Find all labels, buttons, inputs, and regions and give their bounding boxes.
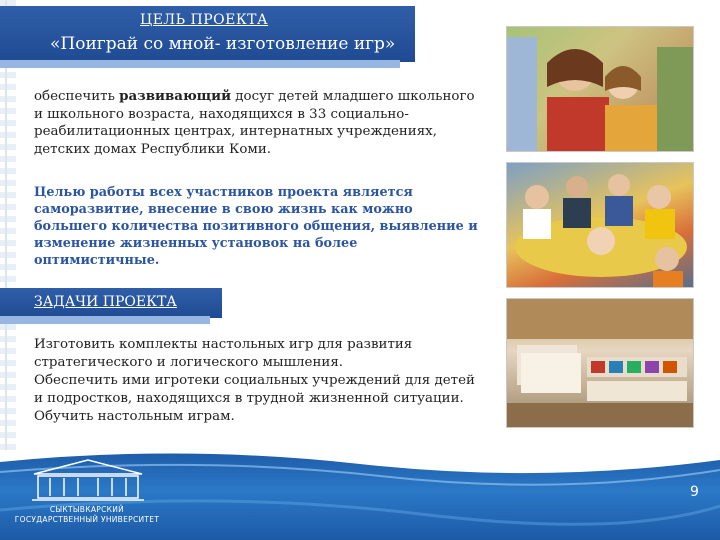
university-name <box>12 505 162 525</box>
tasks-banner <box>0 288 222 318</box>
tasks-paragraph <box>34 336 479 426</box>
university-name-line2: ГОСУДАРСТВЕННЫЙ УНИВЕРСИТЕТ <box>14 515 160 524</box>
photo-children-hug <box>506 26 694 152</box>
tasks-shadow-tab <box>0 316 210 324</box>
photo-children-hug-illustration <box>507 27 693 151</box>
photo-board-games <box>506 298 694 428</box>
header-title: ЦЕЛЬ ПРОЕКТА <box>140 12 269 28</box>
university-name-line1: СЫКТЫВКАРСКИЙ <box>49 505 125 514</box>
project-aim-paragraph: Целью работы всех участников проекта является саморазвитие, внесение в свою жизнь как можно большего количества позитивного общения, выявление и изменение жизненных установок на более оптимистичные. <box>34 185 478 268</box>
header-subtitle: «Поиграй со мной- изготовление игр» <box>50 34 396 54</box>
task-item-2: Обеспечить ими игротеки социальных учреждений для детей и подростков, находящихся в трудной жизненной ситуации. Обучить настольным играм. <box>34 373 475 424</box>
goal-emphasis: развивающий <box>119 88 232 104</box>
tasks-title: ЗАДАЧИ ПРОЕКТА <box>34 294 177 310</box>
goal-paragraph <box>34 88 479 158</box>
task-item-1: Изготовить комплекты настольных игр для развития стратегического и логического мышления. <box>34 337 413 370</box>
page-number: 9 <box>690 484 699 500</box>
header-banner <box>0 6 415 62</box>
goal-text-start: обеспечить <box>34 89 120 104</box>
photo-board-games-illustration <box>507 299 693 427</box>
header-shadow-tab <box>0 60 400 68</box>
photo-teamwork-hands <box>506 162 694 288</box>
university-building-logo <box>28 458 148 502</box>
goal-text-end: досуг детей младшего школьного и школьного возраста, находящихся в 33 социально- реабилитационных центрах, интернатных учреждениях, детских домах Республики Коми. <box>34 89 475 157</box>
photo-teamwork-hands-illustration <box>507 163 693 287</box>
